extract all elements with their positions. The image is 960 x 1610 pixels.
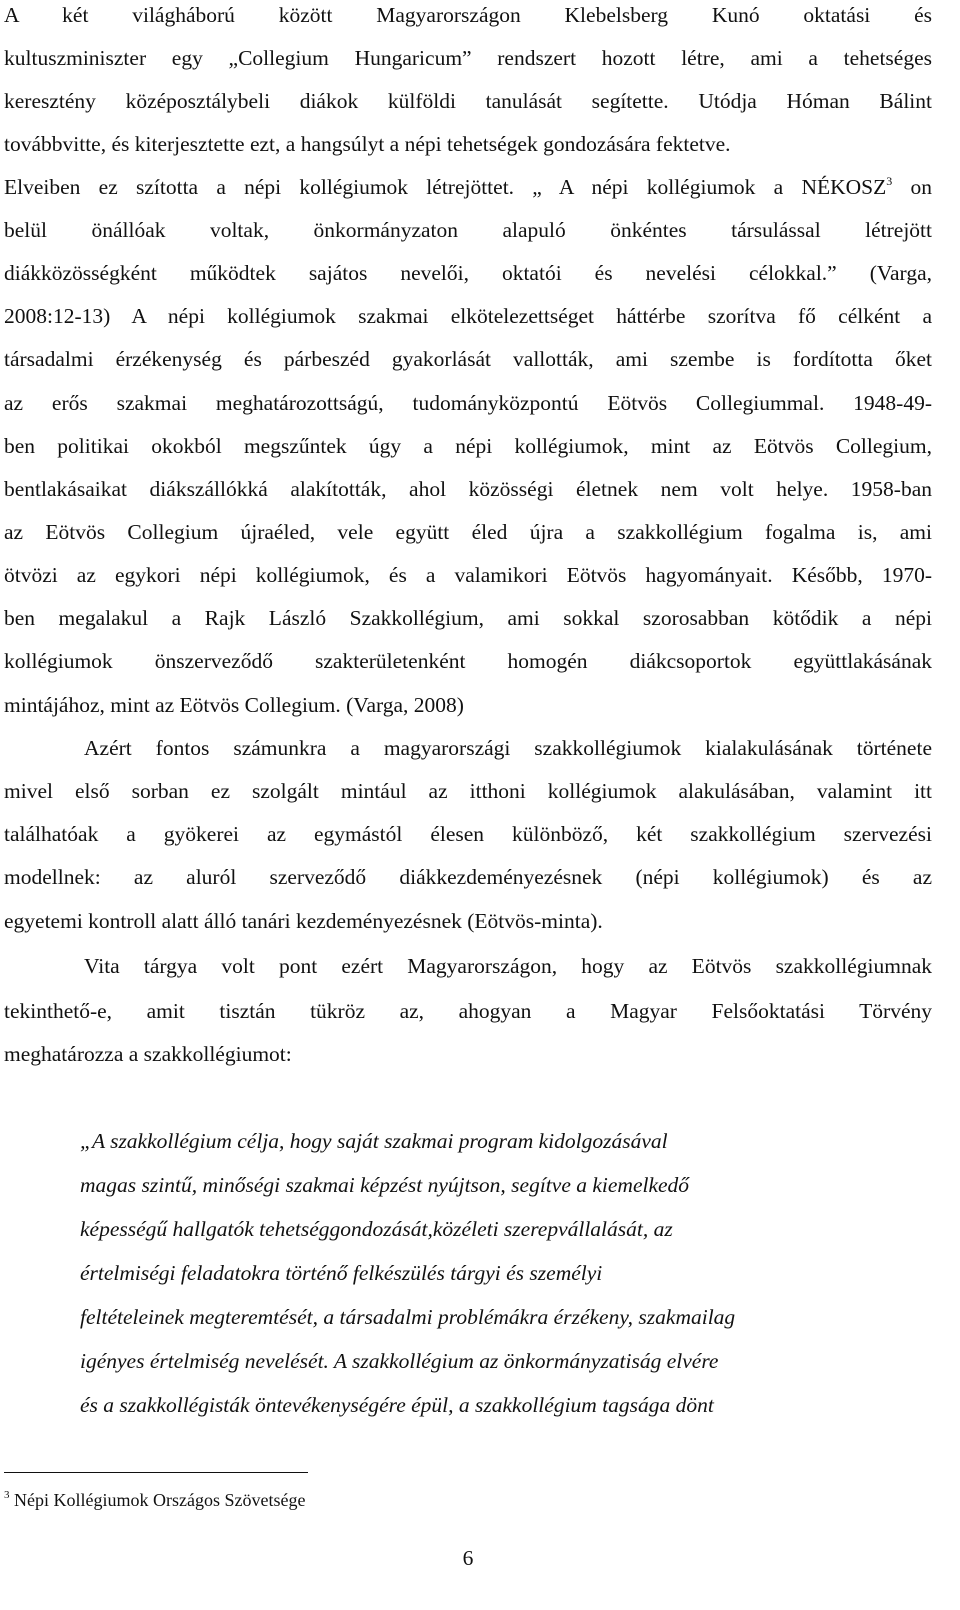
footnote-number: 3 (4, 1489, 10, 1501)
text-segment: on (910, 175, 933, 199)
text-line: kollégiumok önszerveződő szakterületenként homogén diákcsoportok együttlakásának (4, 649, 932, 673)
text-line: keresztény középosztálybeli diákok külföldi tanulását segítette. Utódja Hóman Bálint (4, 89, 932, 113)
text-line: az erős szakmai meghatározottságú, tudományközpontú Eötvös Collegiummal. 1948-49- (4, 391, 932, 415)
text-line-with-footnote (4, 172, 932, 202)
text-line: belül önállóak voltak, önkormányzaton alapuló önkéntes társulással létrejött (4, 218, 932, 242)
text-line: A két világháború között Magyarországon Klebelsberg Kunó oktatási és (4, 3, 932, 27)
text-line: egyetemi kontroll alatt álló tanári kezdeményezésnek (Eötvös-minta). (4, 909, 603, 933)
text-segment: Elveiben ez szította a népi kollégiumok létrejöttet. „ A népi kollégiumok a NÉKOSZ (4, 175, 887, 199)
text-line: ben megalakul a Rajk László Szakkollégium, ami sokkal szorosabban kötődik a népi (4, 606, 932, 630)
text-line: tekinthető-e, amit tisztán tükröz az, ahogyan a Magyar Felsőoktatási Törvény (4, 999, 932, 1023)
footnote-divider (4, 1472, 308, 1473)
text-line: találhatóak a gyökerei az egymástól élesen különböző, két szakkollégium szervezési (4, 822, 932, 846)
text-line: mintájához, mint az Eötvös Collegium. (Varga, 2008) (4, 693, 464, 717)
text-line: 2008:12-13) A népi kollégiumok szakmai elkötelezettséget háttérbe szorítva fő célként a (4, 304, 932, 328)
text-line: az Eötvös Collegium újraéled, vele együtt éled újra a szakkollégium fogalma is, ami (4, 520, 932, 544)
text-line: kultuszminiszter egy „Collegium Hungaricum” rendszert hozott létre, ami a tehetséges (4, 46, 932, 70)
quote-line: értelmiségi feladatokra történő felkészülés tárgyi és személyi (80, 1261, 603, 1285)
quote-line: igényes értelmiség nevelését. A szakkollégium az önkormányzatiság elvére (80, 1349, 719, 1373)
footnote-text: Népi Kollégiumok Országos Szövetsége (14, 1490, 306, 1510)
text-line: modellnek: az aluról szerveződő diákkezdeményezésnek (népi kollégiumok) és az (4, 865, 932, 889)
quote-line: és a szakkollégisták öntevékenységére épül, a szakkollégium tagsága dönt (80, 1393, 714, 1417)
text-line: ben politikai okokból megszűntek úgy a népi kollégiumok, mint az Eötvös Collegium, (4, 434, 932, 458)
quote-line: „A szakkollégium célja, hogy saját szakmai program kidolgozásával (80, 1129, 668, 1153)
text-line: diákközösségként működtek sajátos nevelői, oktatói és nevelési célokkal.” (Varga, (4, 261, 932, 285)
text-line: bentlakásaikat diákszállókká alakították, ahol közösségi életnek nem volt helye. 1958-ban (4, 477, 932, 501)
text-line: Vita tárgya volt pont ezért Magyarországon, hogy az Eötvös szakkollégiumnak (84, 954, 932, 978)
text-line: mivel első sorban ez szolgált mintául az itthoni kollégiumok alakulásában, valamint itt (4, 779, 932, 803)
page-number: 6 (462, 1546, 474, 1570)
quote-line: feltételeinek megteremtését, a társadalmi problémákra érzékeny, szakmailag (80, 1305, 736, 1329)
text-line: meghatározza a szakkollégiumot: (4, 1042, 292, 1066)
text-line: Azért fontos számunkra a magyarországi szakkollégiumok kialakulásának története (84, 736, 932, 760)
quote-line: képességű hallgatók tehetséggondozását,közéleti szerepvállalását, az (80, 1217, 673, 1241)
text-line: ötvözi az egykori népi kollégiumok, és a valamikori Eötvös hagyományait. Később, 1970- (4, 563, 932, 587)
footnote-reference: 3 (886, 174, 893, 188)
text-line: továbbvitte, és kiterjesztette ezt, a hangsúlyt a népi tehetségek gondozására fektetve. (4, 132, 731, 156)
quote-line: magas szintű, minőségi szakmai képzést nyújtson, segítve a kiemelkedő (80, 1173, 690, 1197)
footnote (4, 1488, 305, 1512)
text-line: társadalmi érzékenység és párbeszéd gyakorlását vallották, ami szembe is fordította őket (4, 347, 932, 371)
